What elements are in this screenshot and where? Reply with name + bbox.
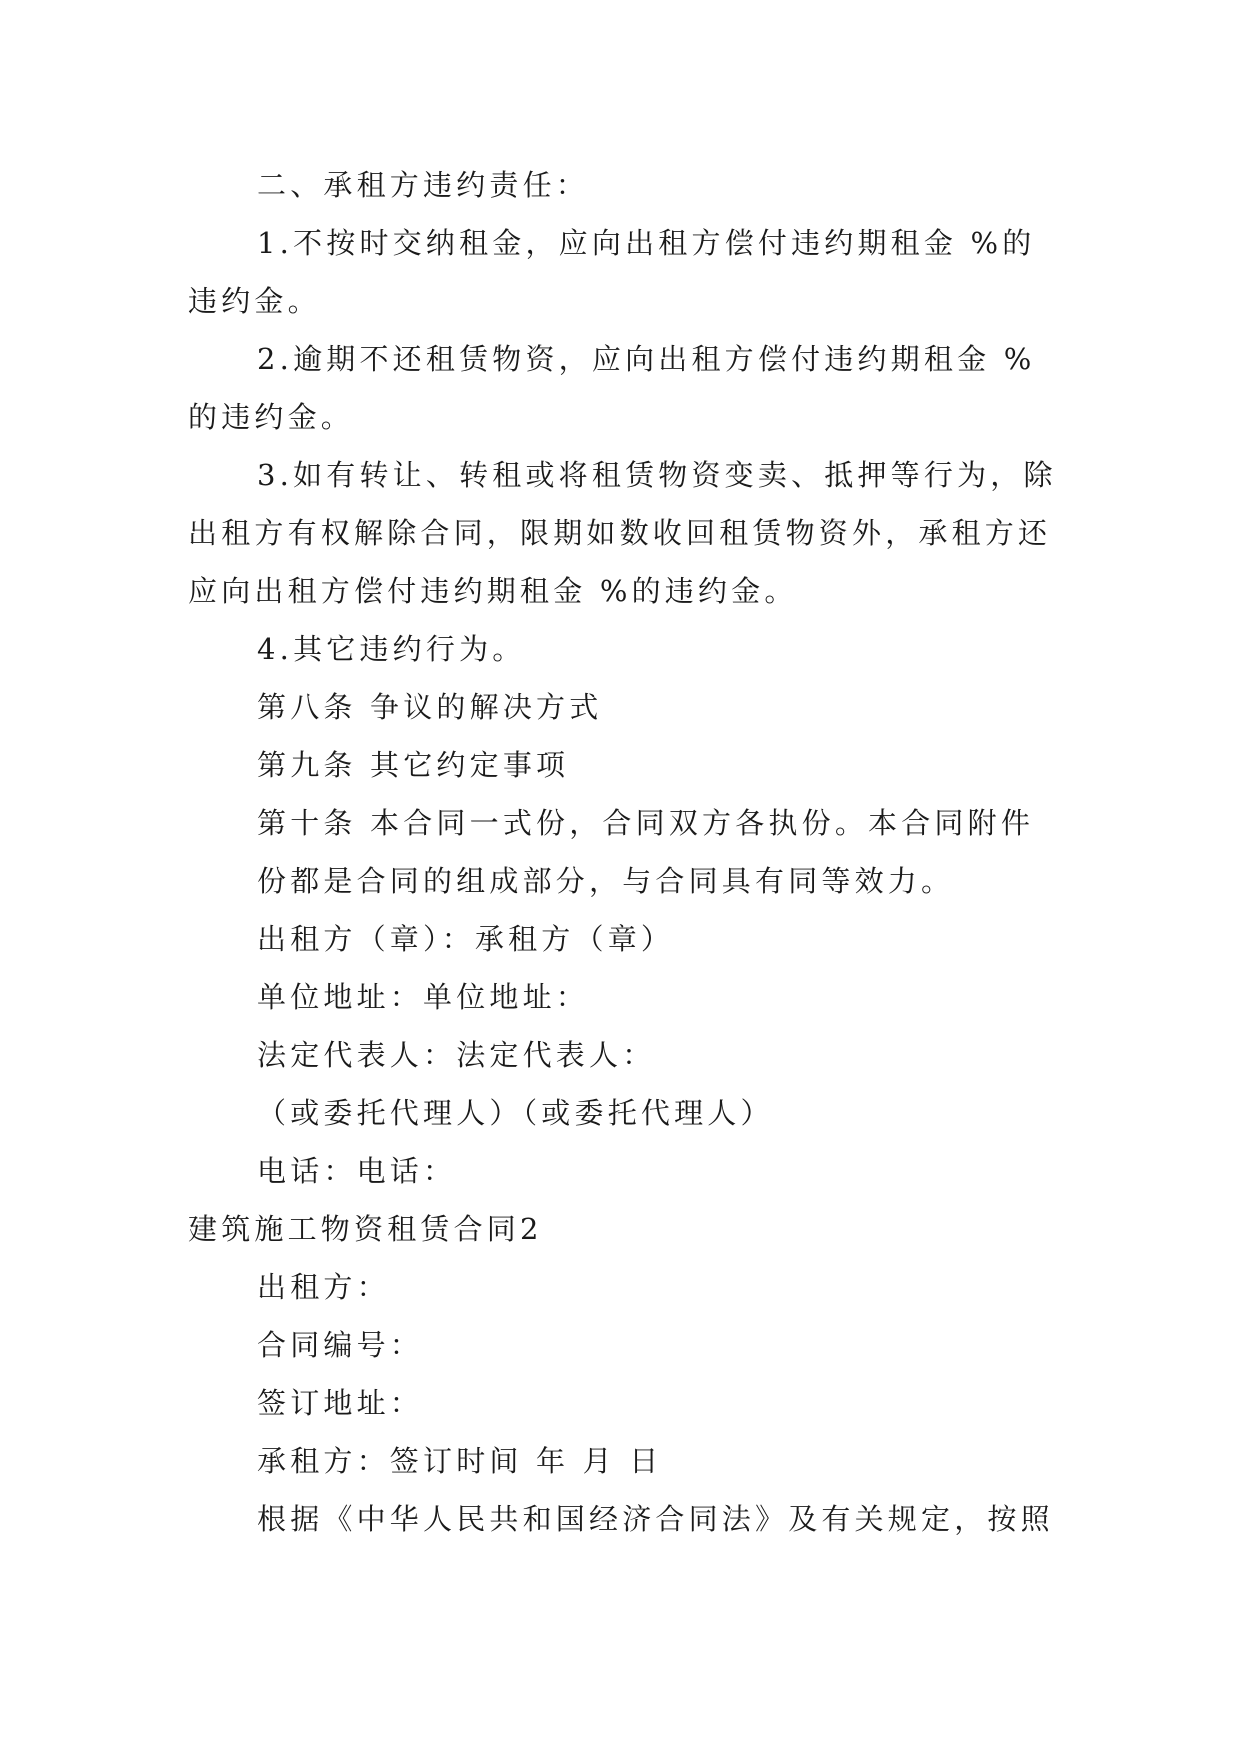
signing-address-field: 签订地址： — [257, 1386, 424, 1420]
clause-1-line-2: 违约金。 — [188, 284, 321, 318]
clause-1-line-1: 1.不按时交纳租金，应向出租方偿付违约期租金 %的 — [257, 226, 1036, 260]
clause-4: 4.其它违约行为。 — [257, 632, 526, 666]
lessor-field: 出租方： — [257, 1270, 390, 1304]
section-heading-breach-lessee: 二、承租方违约责任： — [257, 168, 590, 202]
clause-3-line-1: 3.如有转让、转租或将租赁物资变卖、抵押等行为，除 — [257, 458, 1057, 492]
article-8: 第八条 争议的解决方式 — [257, 690, 603, 724]
signature-address: 单位地址：单位地址： — [257, 980, 590, 1014]
contract-title-2: 建筑施工物资租赁合同2 — [188, 1212, 543, 1246]
clause-3-line-2: 出租方有权解除合同，限期如数收回租赁物资外，承租方还 — [188, 516, 1052, 550]
signature-phone: 电话：电话： — [257, 1154, 457, 1188]
clause-3-line-3: 应向出租方偿付违约期租金 %的违约金。 — [188, 574, 798, 608]
clause-2-line-1: 2.逾期不还租赁物资，应向出租方偿付违约期租金 % — [257, 342, 1036, 376]
preamble-line-1: 根据《中华人民共和国经济合同法》及有关规定，按照 — [257, 1502, 1054, 1536]
signature-agent: （或委托代理人）（或委托代理人） — [257, 1096, 774, 1130]
clause-2-line-2: 的违约金。 — [188, 400, 355, 434]
article-10-line-1: 第十条 本合同一式份，合同双方各执份。本合同附件 — [257, 806, 1035, 840]
signature-parties: 出租方（章）：承租方（章） — [257, 922, 675, 956]
signature-legal-rep: 法定代表人：法定代表人： — [257, 1038, 656, 1072]
contract-number-field: 合同编号： — [257, 1328, 424, 1362]
article-10-line-2: 份都是合同的组成部分，与合同具有同等效力。 — [257, 864, 955, 898]
article-9: 第九条 其它约定事项 — [257, 748, 570, 782]
lessee-signing-date-field: 承租方：签订时间 年 月 日 — [257, 1444, 663, 1478]
